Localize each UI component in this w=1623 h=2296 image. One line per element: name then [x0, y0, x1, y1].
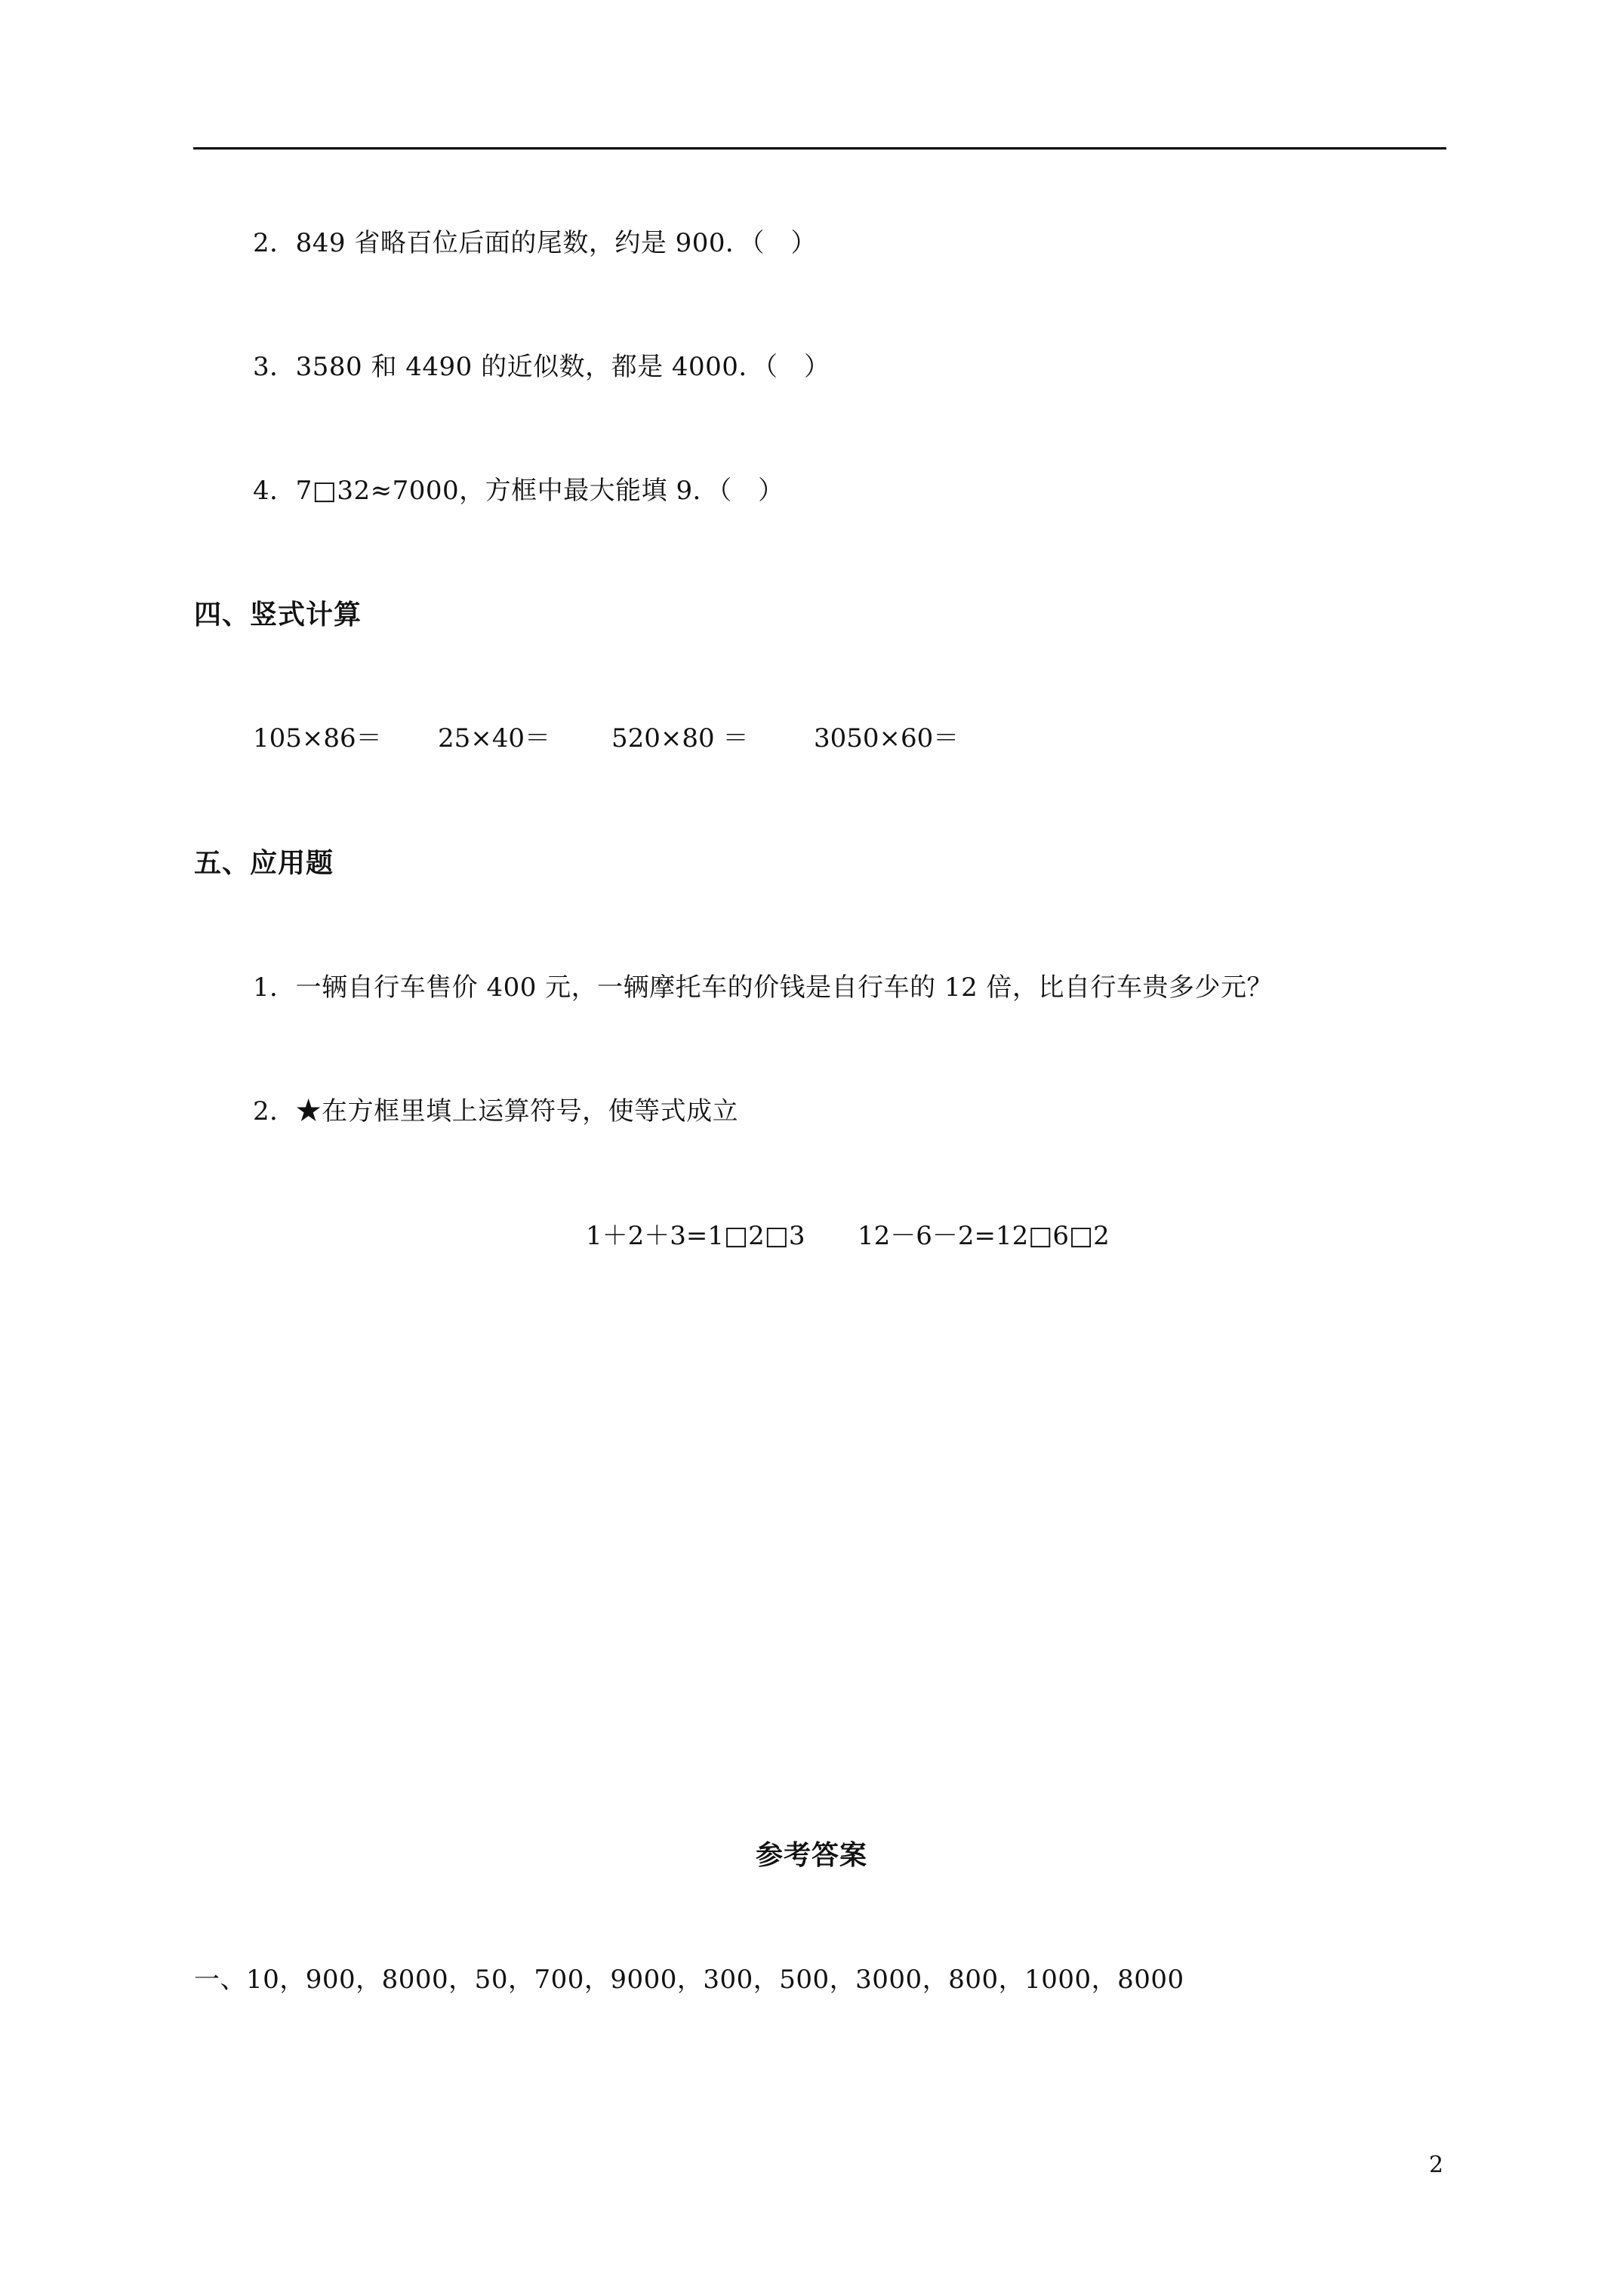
calc-problem-4: 3050×60＝: [814, 723, 959, 754]
section-4-heading: 四、竖式计算: [194, 599, 362, 630]
calc-problem-1: 105×86＝: [253, 723, 382, 754]
judgement-item-3: 3．3580 和 4490 的近似数，都是 4000．（ ）: [253, 352, 830, 382]
calc-problem-3: 520×80 ＝: [611, 723, 749, 754]
answers-line-1: 一、10，900，8000，50，700，9000，300，500，3000，800，1000，8000: [194, 1965, 1184, 1995]
judgement-item-4: 4．7□32≈7000，方框中最大能填 9．（ ）: [253, 476, 784, 506]
equation-2: 12－6－2=12□6□2: [858, 1221, 1110, 1251]
page-number: 2: [1429, 2152, 1444, 2178]
calc-problem-2: 25×40＝: [438, 723, 551, 754]
equation-1: 1＋2＋3=1□2□3: [586, 1221, 805, 1251]
section-5-heading: 五、应用题: [194, 847, 334, 879]
answers-title: 参考答案: [755, 1839, 867, 1871]
application-item-1: 1．一辆自行车售价 400 元，一辆摩托车的价钱是自行车的 12 倍，比自行车贵多少元？: [253, 972, 1273, 1003]
header-rule: [193, 147, 1446, 149]
application-item-2: 2．★在方框里填上运算符号，使等式成立: [253, 1096, 739, 1126]
judgement-item-2: 2．849 省略百位后面的尾数，约是 900．（ ）: [253, 228, 818, 258]
